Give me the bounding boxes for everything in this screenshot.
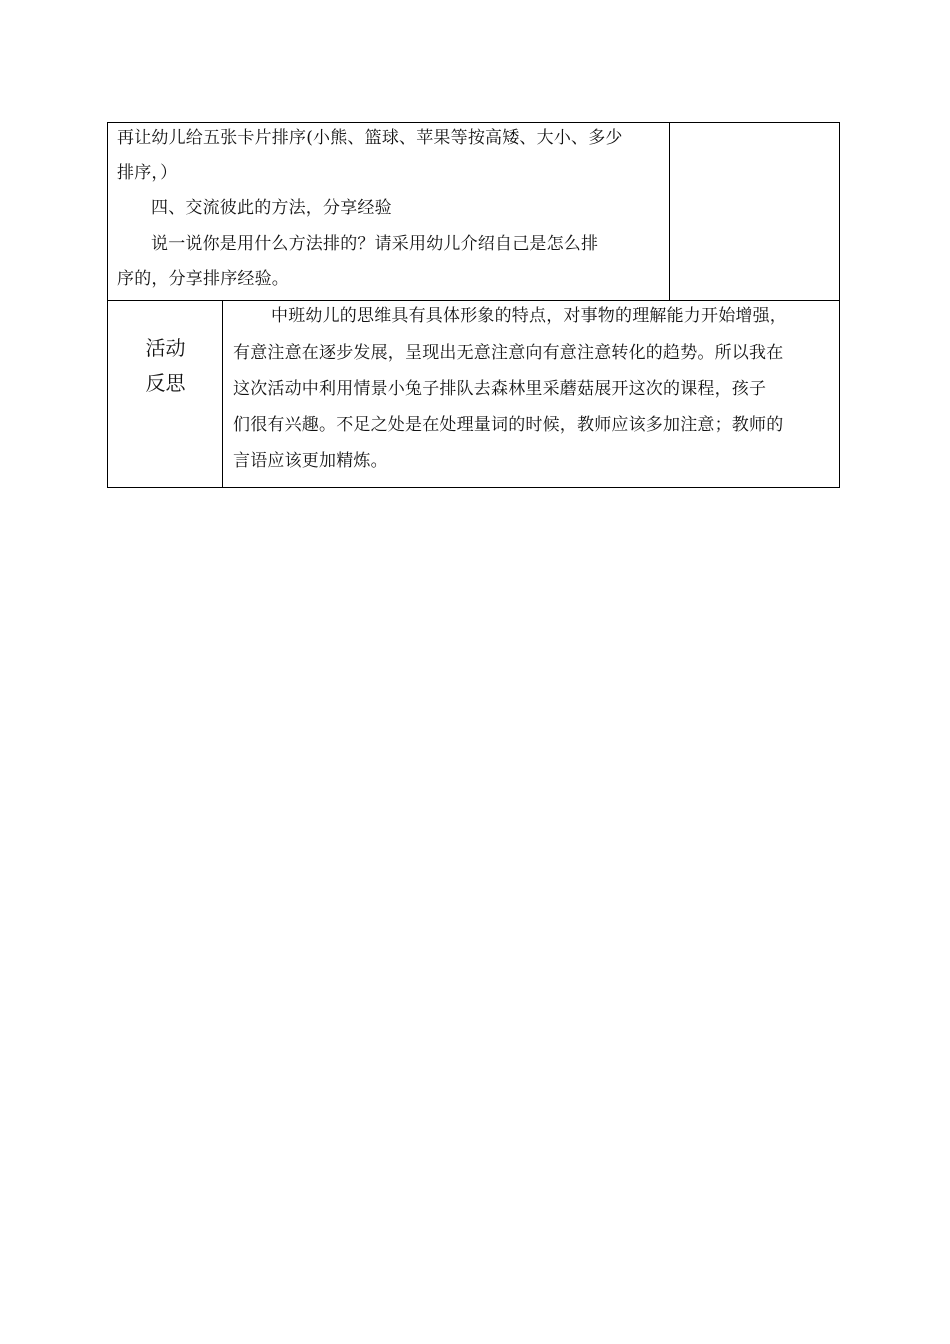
reflection-content-cell [223, 301, 839, 487]
reflection-line: 们很有兴趣。不足之处是在处理量词的时候，教师应该多加注意；教师的 [233, 415, 784, 435]
content-line: 序的，分享排序经验。 [117, 269, 289, 289]
content-line: 四、交流彼此的方法，分享经验 [151, 198, 392, 218]
lesson-table [107, 122, 840, 488]
reflection-line: 言语应该更加精炼。 [233, 451, 388, 471]
reflection-label: 反思 [145, 371, 186, 395]
reflection-line: 这次活动中利用情景小兔子排队去森林里采蘑菇展开这次的课程，孩子 [233, 379, 767, 399]
table-row-reflection [108, 301, 839, 487]
notes-cell [670, 123, 839, 300]
reflection-label-cell [108, 301, 223, 487]
content-line: 再让幼儿给五张卡片排序(小熊、篮球、苹果等按高矮、大小、多少 [117, 128, 623, 148]
content-line: 排序，） [117, 163, 178, 183]
reflection-label: 活动 [145, 336, 186, 360]
activity-content-cell [108, 123, 670, 300]
reflection-line: 中班幼儿的思维具有具体形象的特点，对事物的理解能力开始增强， [271, 306, 787, 326]
content-line: 说一说你是用什么方法排的？请采用幼儿介绍自己是怎么排 [151, 234, 599, 254]
reflection-line: 有意注意在逐步发展，呈现出无意注意向有意注意转化的趋势。所以我在 [233, 343, 784, 363]
table-row-activity [108, 123, 839, 301]
